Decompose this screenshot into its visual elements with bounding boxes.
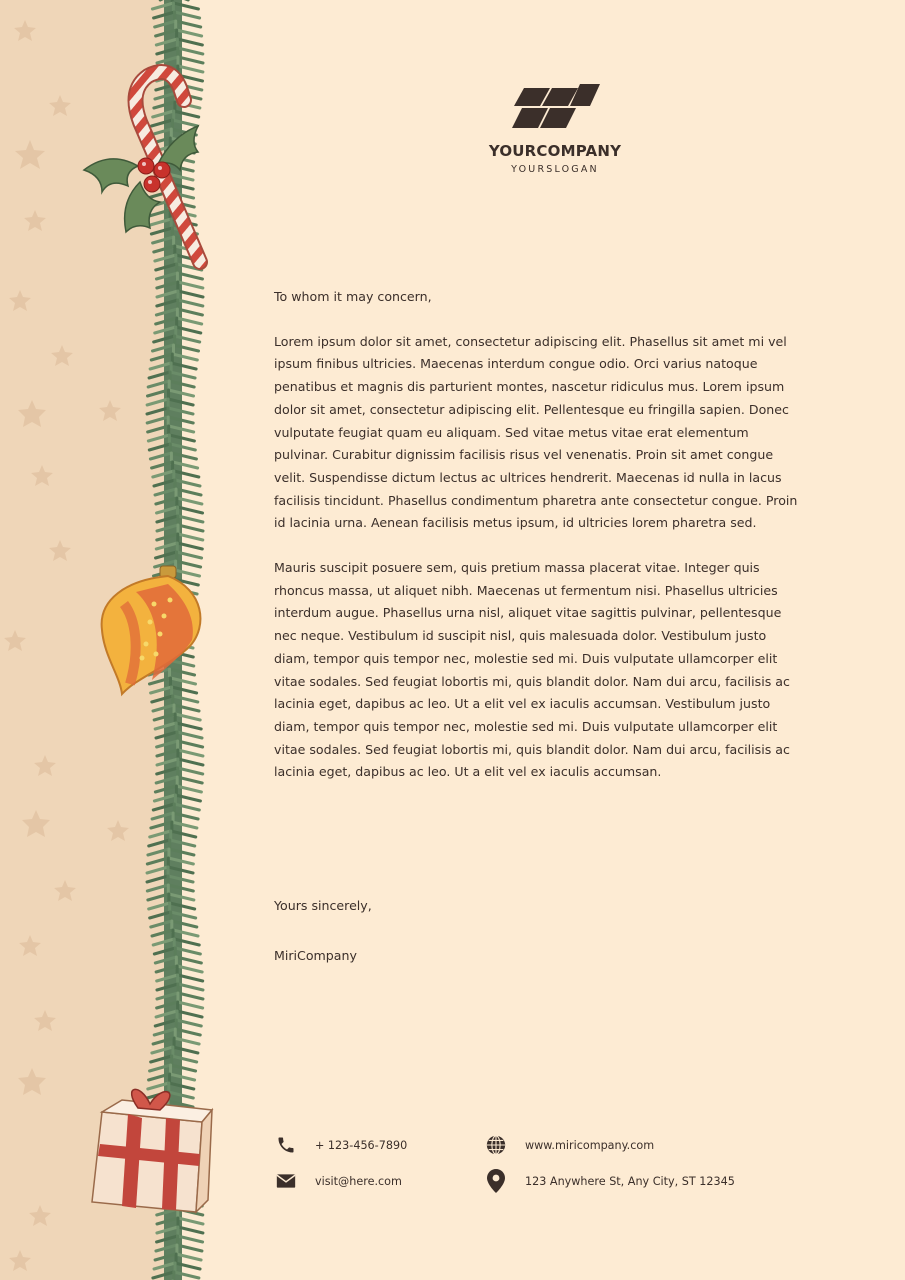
gift-box-icon <box>82 1082 216 1222</box>
website-url: www.miricompany.com <box>525 1138 655 1152</box>
company-name: YOURCOMPANY <box>488 142 622 160</box>
envelope-icon <box>275 1170 297 1192</box>
globe-icon <box>485 1134 507 1156</box>
phone-icon <box>275 1134 297 1156</box>
street-address: 123 Anywhere St, Any City, ST 12345 <box>525 1174 735 1188</box>
letter-paragraph: Mauris suscipit posuere sem, quis pretium massa placerat vitae. Integer quis rhoncus massa, ut aliquet nibh. Maecenas ut fermentum nisi. Phasellus ultricies interdum augue. Phasellus urna nisl, aliquet vitae sagittis pulvinar, pellentesque nec neque. Vestibulum id suscipit nisl, quis malesuada dolor. Vestibulum justo diam, tempor quis tempor nec, molestie sed mi. Duis vulputate ullamcorper elit vitae sodales. Sed feugiat lobortis mi, quis blandit dolor. Nam dui arcu, facilisis ac lacinia eget, dapibus ac leo. Ut a elit vel ex iaculis accumsan. Vestibulum justo diam, tempor quis tempor nec, molestie sed mi. Duis vulputate ullamcorper elit vitae sodales. Sed feugiat lobortis mi, quis blandit dolor. Nam dui arcu, facilisis ac lacinia eget, dapibus ac leo. Ut a elit vel ex iaculis accumsan. <box>274 560 790 780</box>
map-pin-icon <box>485 1170 507 1192</box>
contact-email[interactable] <box>275 1170 402 1192</box>
contact-website[interactable] <box>485 1134 654 1156</box>
letter-signature: MiriCompany <box>274 948 357 963</box>
phone-number: + 123-456-7890 <box>315 1138 408 1152</box>
letter-body <box>274 286 804 806</box>
company-slogan: YOURSLOGAN <box>511 164 599 175</box>
candy-cane-icon <box>80 62 215 272</box>
logo-mark-icon <box>512 84 600 130</box>
letter-greeting: To whom it may concern, <box>274 289 432 304</box>
contact-phone[interactable] <box>275 1134 407 1156</box>
letter-paragraph: Lorem ipsum dolor sit amet, consectetur adipiscing elit. Phasellus sit amet mi vel ipsum finibus ultricies. Maecenas interdum congue odio. Orci varius natoque penatibus et magnis dis parturient montes, nascetur ridiculus mus. Lorem ipsum dolor sit amet, consectetur adipiscing elit. Pellentesque eu fringilla sapien. Donec vulputate feugiat quam eu aliquam. Sed vitae metus vitae erat elementum pulvinar. Curabitur dignissim facilisis risus vel venenatis. Proin sit amet congue velit. Suspendisse dictum lectus ac ultrices hendrerit. Maecenas id nulla in lacus facilisis tincidunt. Phasellus condimentum pharetra ante consectetur congue. Proin id lacinia urna. Aenean facilisis metus ipsum, id ultricies lorem pharetra sed. <box>274 333 798 531</box>
email-address: visit@here.com <box>315 1174 402 1188</box>
contact-address[interactable] <box>485 1170 735 1192</box>
letter-closing: Yours sincerely, <box>274 898 372 913</box>
ornament-icon <box>96 560 206 700</box>
